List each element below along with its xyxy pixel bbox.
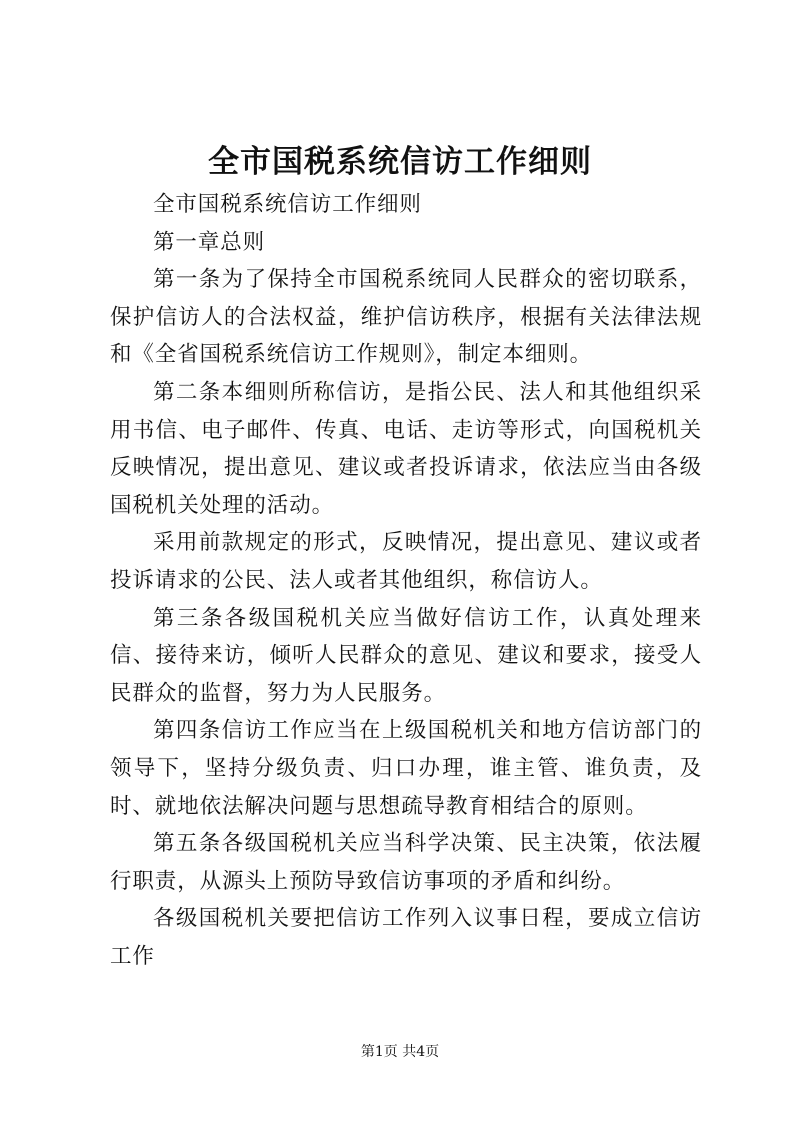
paragraph-article-1: 第一条为了保持全市国税系统同人民群众的密切联系，保护信访人的合法权益，维护信访秩序，根据有关法律法规和《全省国税系统信访工作规则》，制定本细则。	[110, 267, 702, 368]
paragraph-chapter: 第一章总则	[153, 229, 266, 255]
paragraph-article-3: 第三条各级国税机关应当做好信访工作，认真处理来信、接待来访，倾听人民群众的意见、建议和要求，接受人民群众的监督，努力为人民服务。	[110, 605, 702, 706]
paragraph-article-5-clause: 各级国税机关要把信访工作列入议事日程，要成立信访工作	[110, 906, 702, 969]
paragraph-article-5: 第五条各级国税机关应当科学决策、民主决策，依法履行职责，从源头上预防导致信访事项的矛盾和纠纷。	[110, 831, 702, 894]
paragraph-heading: 全市国税系统信访工作细则	[153, 192, 422, 217]
paragraph-article-4: 第四条信访工作应当在上级国税机关和地方信访部门的领导下，坚持分级负责、归口办理，谁主管、谁负责，及时、就地依法解决问题与思想疏导教育相结合的原则。	[110, 718, 702, 819]
document-title: 全市国税系统信访工作细则	[208, 144, 592, 180]
paragraph-article-2: 第二条本细则所称信访，是指公民、法人和其他组织采用书信、电子邮件、传真、电话、走访等形式，向国税机关反映情况，提出意见、建议或者投诉请求，依法应当由各级国税机关处理的活动。	[110, 379, 702, 518]
document-body	[110, 186, 702, 975]
page-number-footer: 第1页 共4页	[360, 1044, 440, 1060]
paragraph-article-2-clause: 采用前款规定的形式，反映情况，提出意见、建议或者投诉请求的公民、法人或者其他组织，称信访人。	[110, 530, 702, 593]
